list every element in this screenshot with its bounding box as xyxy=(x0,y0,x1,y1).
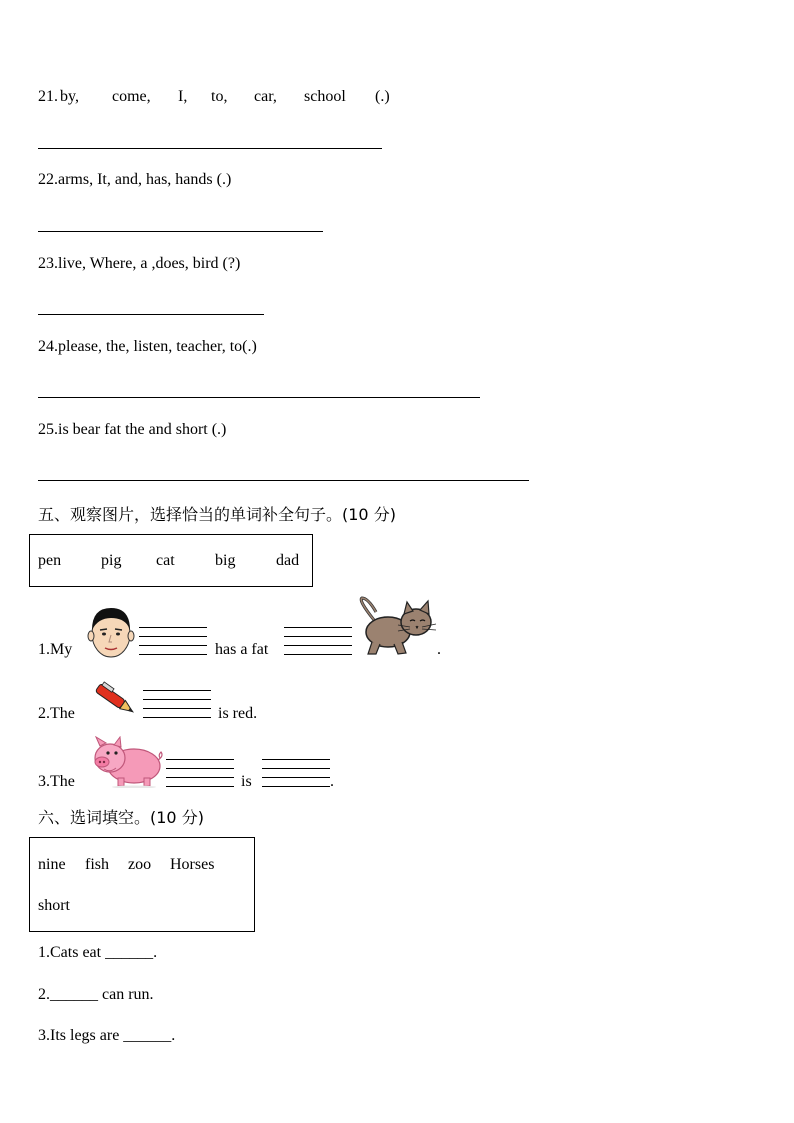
question-25: 25.is bear fat the and short (.) xyxy=(38,421,227,438)
answer-blank-1a[interactable] xyxy=(139,627,207,657)
q21-word: school xyxy=(304,88,346,105)
word-bank-5 xyxy=(29,534,313,587)
answer-line-23[interactable] xyxy=(38,314,264,315)
word-bank-item: dad xyxy=(276,552,300,569)
sentence-2-end: is red. xyxy=(218,705,258,722)
word-bank-item: big xyxy=(215,552,236,569)
question-24: 24.please, the, listen, teacher, to(.) xyxy=(38,338,257,355)
answer-line-22[interactable] xyxy=(38,231,323,232)
answer-blank-3b[interactable] xyxy=(262,759,330,789)
word-bank-6 xyxy=(29,837,255,932)
q21-word: come, xyxy=(112,88,151,105)
section-5-title: 五、观察图片，选择恰当的单词补全句子。(10 分) xyxy=(38,505,396,524)
question-21: 21. by, xyxy=(38,88,79,105)
pig-image xyxy=(90,736,164,788)
question-22: 22.arms, It, and, has, hands (.) xyxy=(38,171,232,188)
answer-line-25[interactable] xyxy=(38,480,529,481)
word-bank-item: fish xyxy=(85,856,109,873)
q21-word: car, xyxy=(254,88,277,105)
fill-question-3: 3.Its legs are ______. xyxy=(38,1027,176,1044)
word-bank-item: pen xyxy=(38,552,62,569)
word-bank-item: Horses xyxy=(170,856,215,873)
fill-question-2: 2.______ can run. xyxy=(38,986,154,1003)
section-6-title: 六、选词填空。(10 分) xyxy=(38,808,204,827)
answer-blank-1b[interactable] xyxy=(284,627,352,657)
cat-image xyxy=(352,596,438,658)
sentence-2-start: 2.The xyxy=(38,705,75,722)
q21-word: to, xyxy=(211,88,228,105)
q21-word: (.) xyxy=(375,88,390,105)
sentence-1-start: 1.My xyxy=(38,641,73,658)
word-bank-item: pig xyxy=(101,552,122,569)
answer-line-24[interactable] xyxy=(38,397,480,398)
sentence-1-mid: has a fat xyxy=(215,641,269,658)
q21-word: I, xyxy=(178,88,188,105)
word-bank-item: cat xyxy=(156,552,175,569)
word-bank-item: short xyxy=(38,897,70,914)
question-23: 23.live, Where, a ,does, bird (?) xyxy=(38,255,241,272)
sentence-3-end: . xyxy=(330,773,334,790)
man-face-image xyxy=(86,604,136,660)
word-bank-item: nine xyxy=(38,856,66,873)
word-bank-item: zoo xyxy=(128,856,152,873)
answer-line-21[interactable] xyxy=(38,148,382,149)
sentence-3-mid: is xyxy=(241,773,252,790)
answer-blank-2[interactable] xyxy=(143,690,211,720)
answer-blank-3a[interactable] xyxy=(166,759,234,789)
sentence-1-end: . xyxy=(437,641,441,658)
fill-question-1: 1.Cats eat ______. xyxy=(38,944,158,961)
pen-image xyxy=(90,680,142,720)
sentence-3-start: 3.The xyxy=(38,773,75,790)
